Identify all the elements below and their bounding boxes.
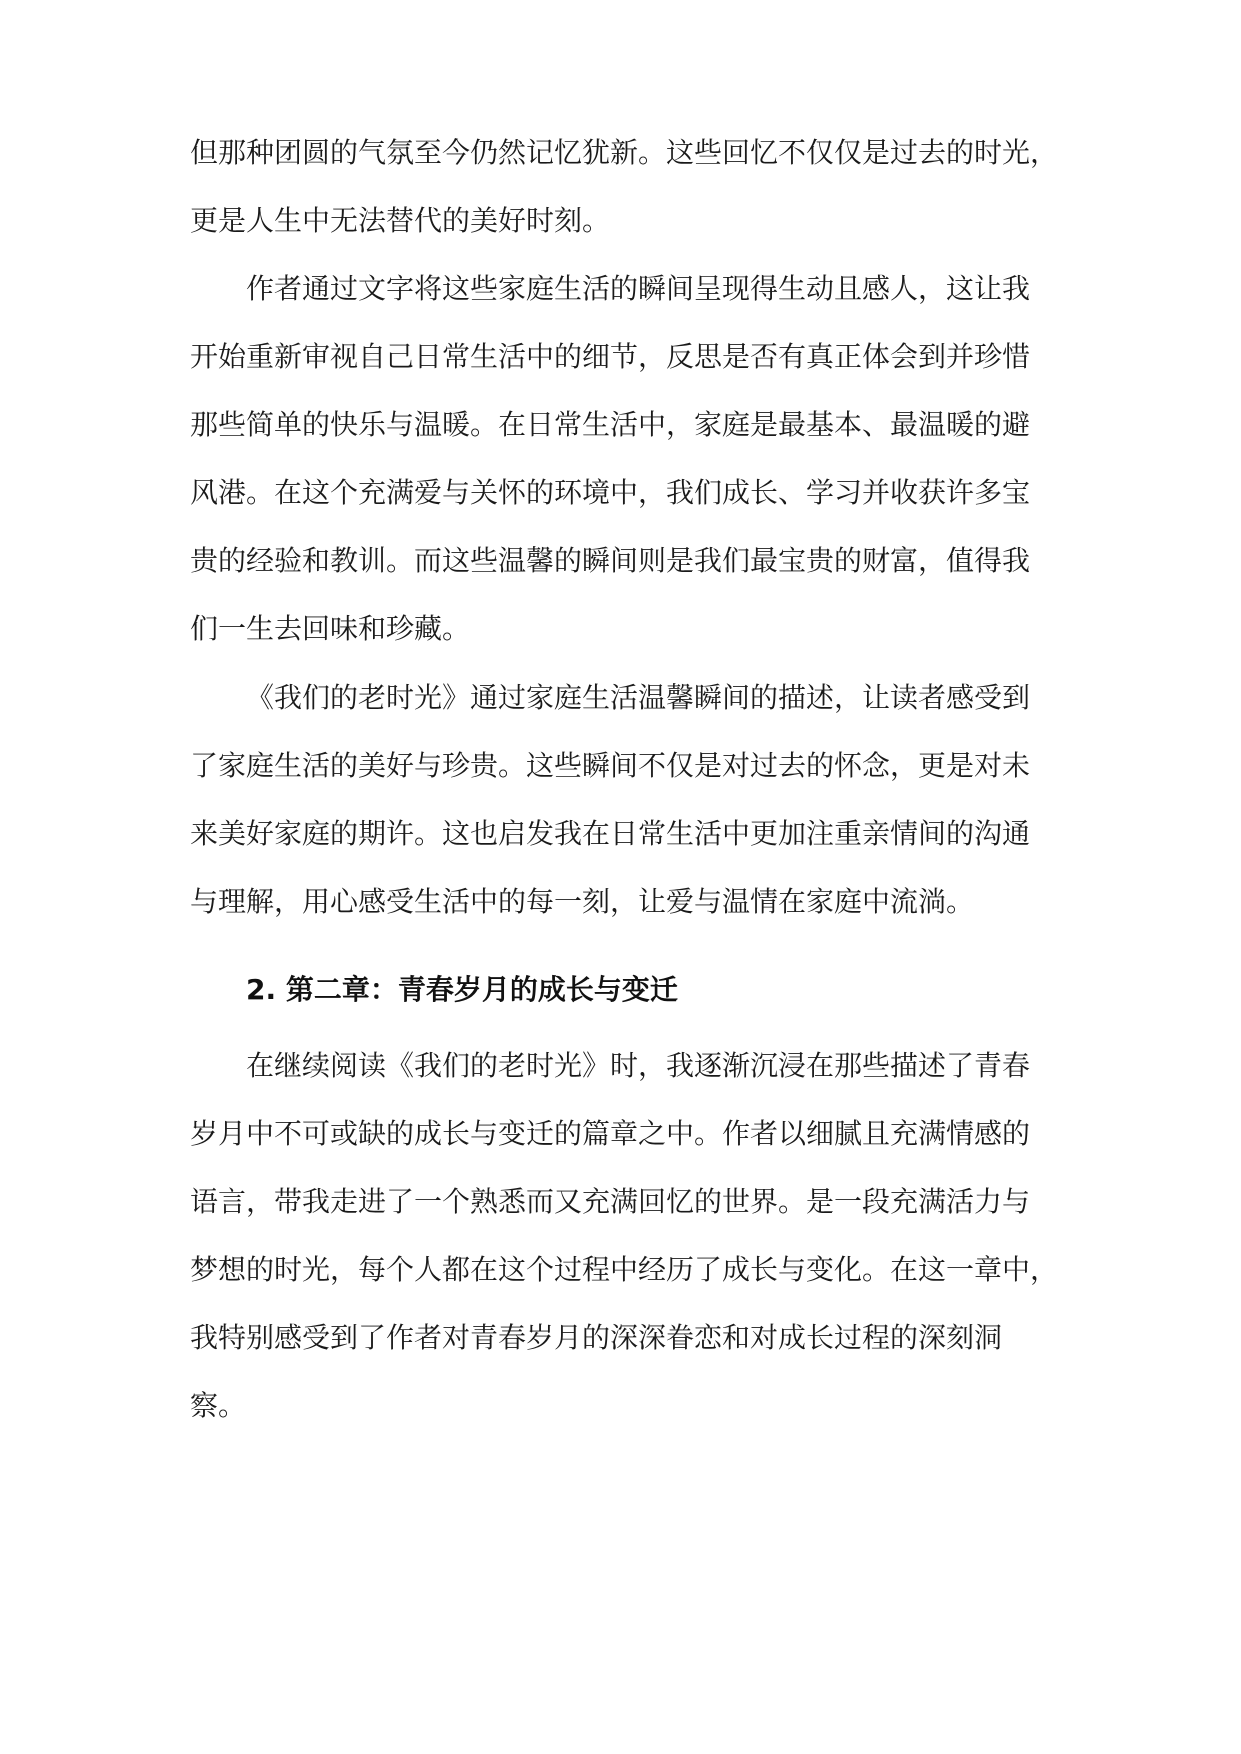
chapter-paragraph-line-6: 察。 [190,1389,247,1422]
paragraph-2-line-2: 开始重新审视自己日常生活中的细节，反思是否有真正体会到并珍惜 [190,340,1031,373]
paragraph-2-line-5: 贵的经验和教训。而这些温馨的瞬间则是我们最宝贵的财富，值得我 [190,544,1031,577]
chapter-paragraph-line-2: 岁月中不可或缺的成长与变迁的篇章之中。作者以细腻且充满情感的 [190,1117,1031,1150]
chapter-paragraph-line-4: 梦想的时光，每个人都在这个过程中经历了成长与变化。在这一章中， [190,1253,1059,1286]
chapter-paragraph-line-3: 语言，带我走进了一个熟悉而又充满回忆的世界。是一段充满活力与 [190,1185,1031,1218]
paragraph-1-line-2: 更是人生中无法替代的美好时刻。 [190,204,611,237]
paragraph-3-line-1: 《我们的老时光》通过家庭生活温馨瞬间的描述，让读者感受到 [246,681,1031,714]
paragraph-3-line-4: 与理解，用心感受生活中的每一刻，让爱与温情在家庭中流淌。 [190,885,975,918]
paragraph-2-line-4: 风港。在这个充满爱与关怀的环境中，我们成长、学习并收获许多宝 [190,476,1031,509]
chapter-paragraph-line-1: 在继续阅读《我们的老时光》时，我逐渐沉浸在那些描述了青春 [246,1049,1031,1082]
paragraph-2-line-1: 作者通过文字将这些家庭生活的瞬间呈现得生动且感人，这让我 [246,272,1031,305]
paragraph-3-line-3: 来美好家庭的期许。这也启发我在日常生活中更加注重亲情间的沟通 [190,817,1031,850]
paragraph-1-line-1: 但那种团圆的气氛至今仍然记忆犹新。这些回忆不仅仅是过去的时光， [190,136,1059,169]
paragraph-2-line-3: 那些简单的快乐与温暖。在日常生活中，家庭是最基本、最温暖的避 [190,408,1031,441]
paragraph-2-line-6: 们一生去回味和珍藏。 [190,612,471,645]
chapter-paragraph-line-5: 我特别感受到了作者对青春岁月的深深眷恋和对成长过程的深刻洞 [190,1321,1003,1354]
chapter-heading: 2. 第二章：青春岁月的成长与变迁 [246,973,678,1006]
paragraph-3-line-2: 了家庭生活的美好与珍贵。这些瞬间不仅是对过去的怀念，更是对未 [190,749,1031,782]
